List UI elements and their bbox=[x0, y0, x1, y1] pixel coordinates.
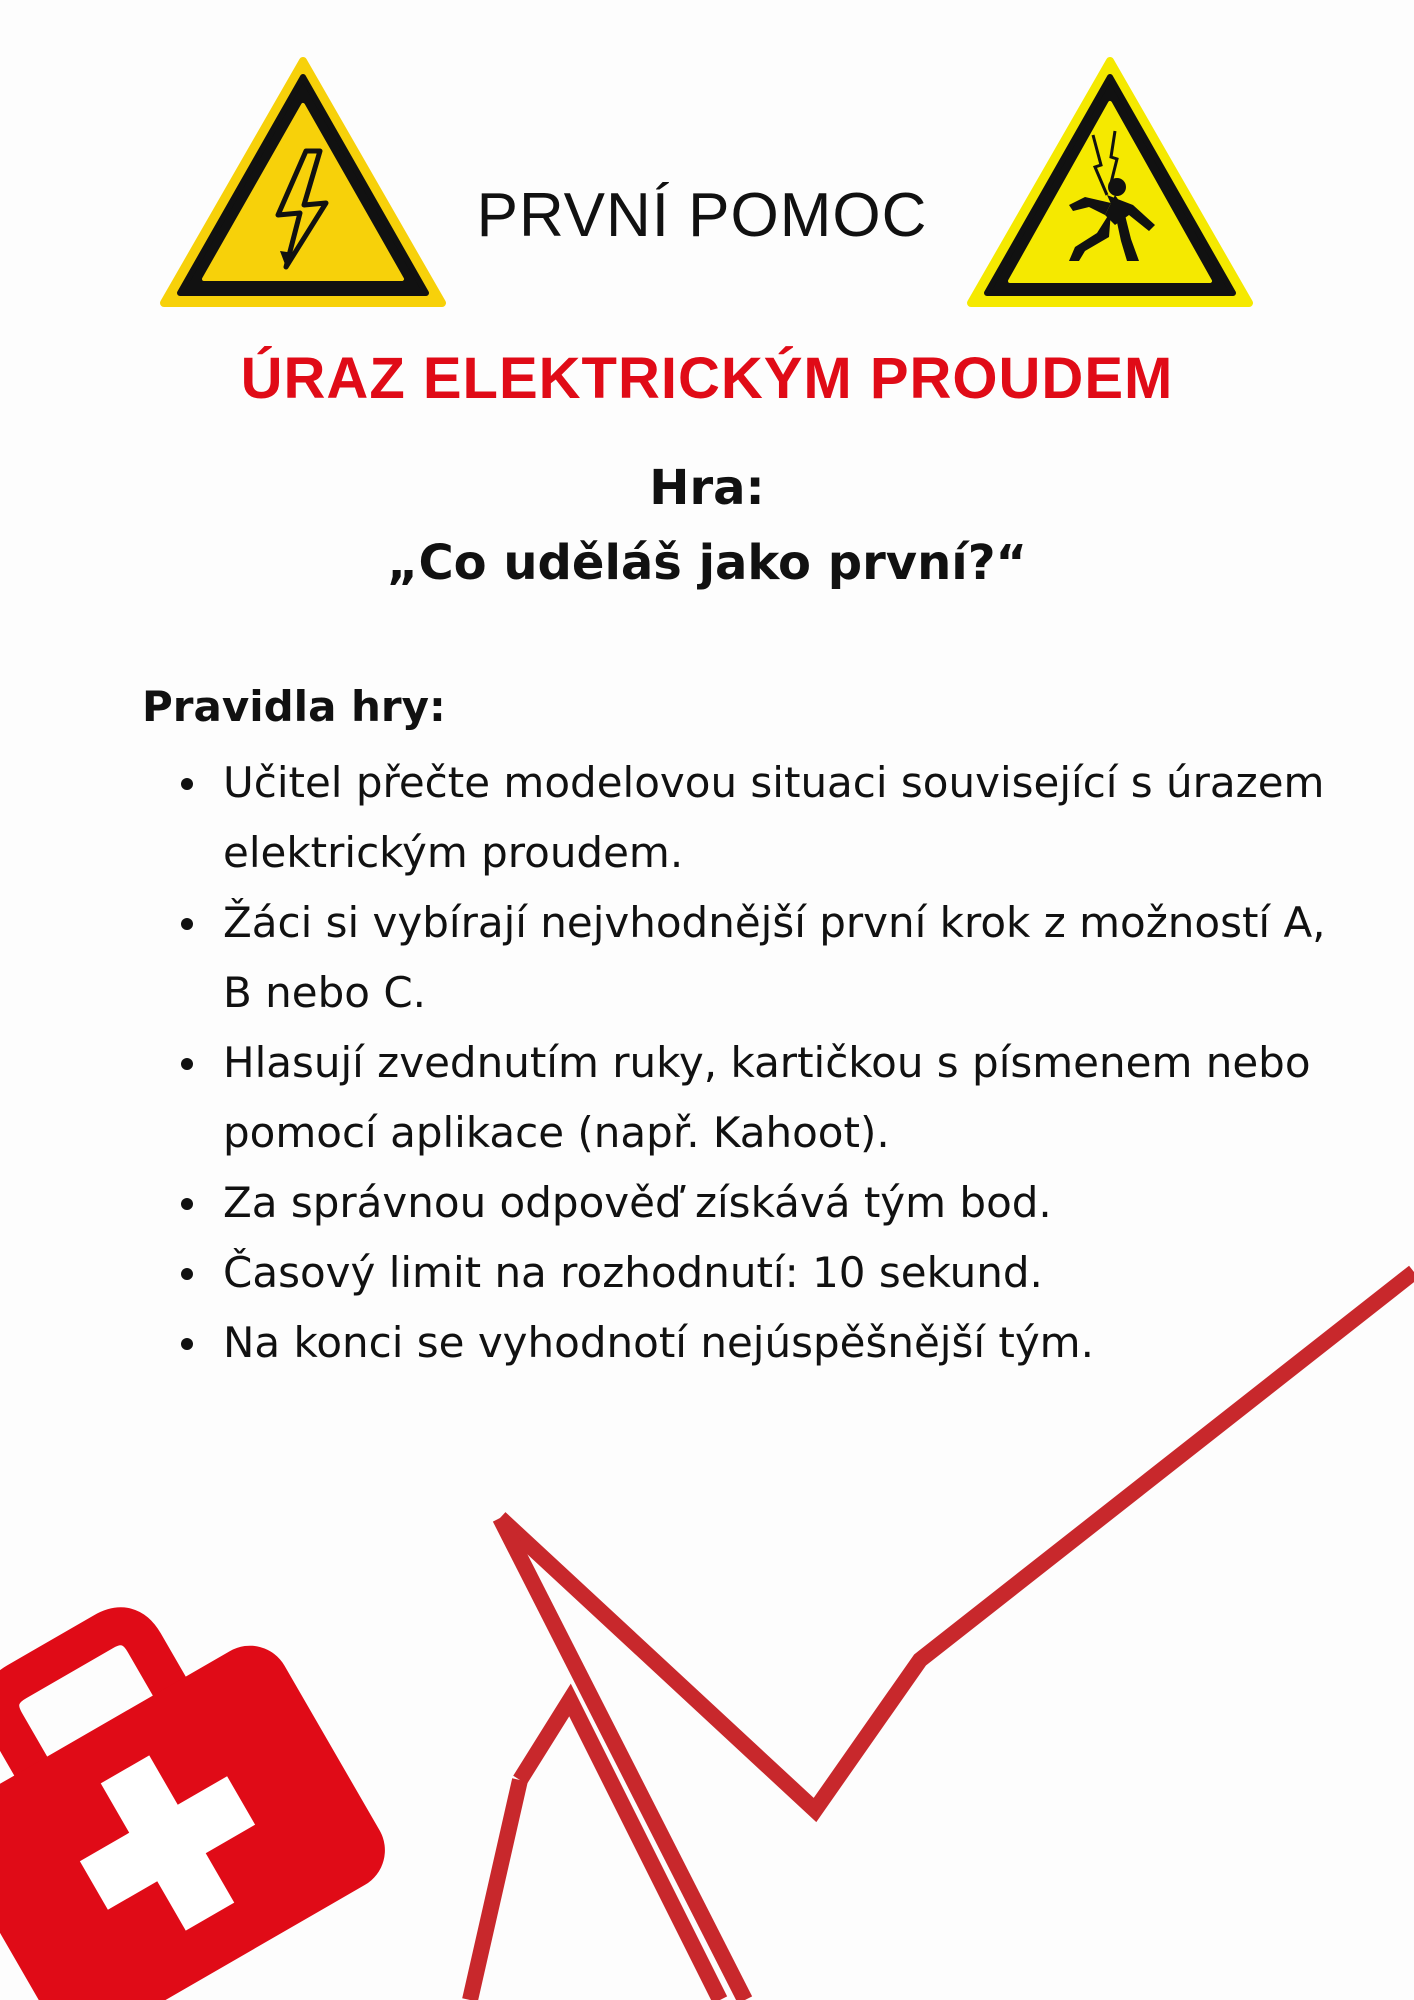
rule-item: Žáci si vybírají nejvhodnější první krok z možností A, B nebo C. bbox=[223, 888, 1333, 1028]
rules-heading: Pravidla hry: bbox=[142, 682, 446, 731]
rule-item: Učitel přečte modelovou situaci související s úrazem elektrickým proudem. bbox=[223, 748, 1333, 888]
game-name: „Co uděláš jako první?“ bbox=[386, 535, 1028, 591]
rule-item: Na konci se vyhodnotí nejúspěšnější tým. bbox=[223, 1308, 1333, 1378]
rule-item: Hlasují zvednutím ruky, kartičkou s písmenem nebo pomocí aplikace (např. Kahoot). bbox=[223, 1028, 1333, 1168]
rule-item: Za správnou odpověď získává tým bod. bbox=[223, 1168, 1333, 1238]
page-header-title: PRVNÍ POMOC bbox=[476, 181, 928, 250]
game-label: Hra: bbox=[649, 460, 765, 516]
rule-item: Časový limit na rozhodnutí: 10 sekund. bbox=[223, 1238, 1333, 1308]
main-title: ÚRAZ ELEKTRICKÝM PROUDEM bbox=[240, 346, 1174, 411]
